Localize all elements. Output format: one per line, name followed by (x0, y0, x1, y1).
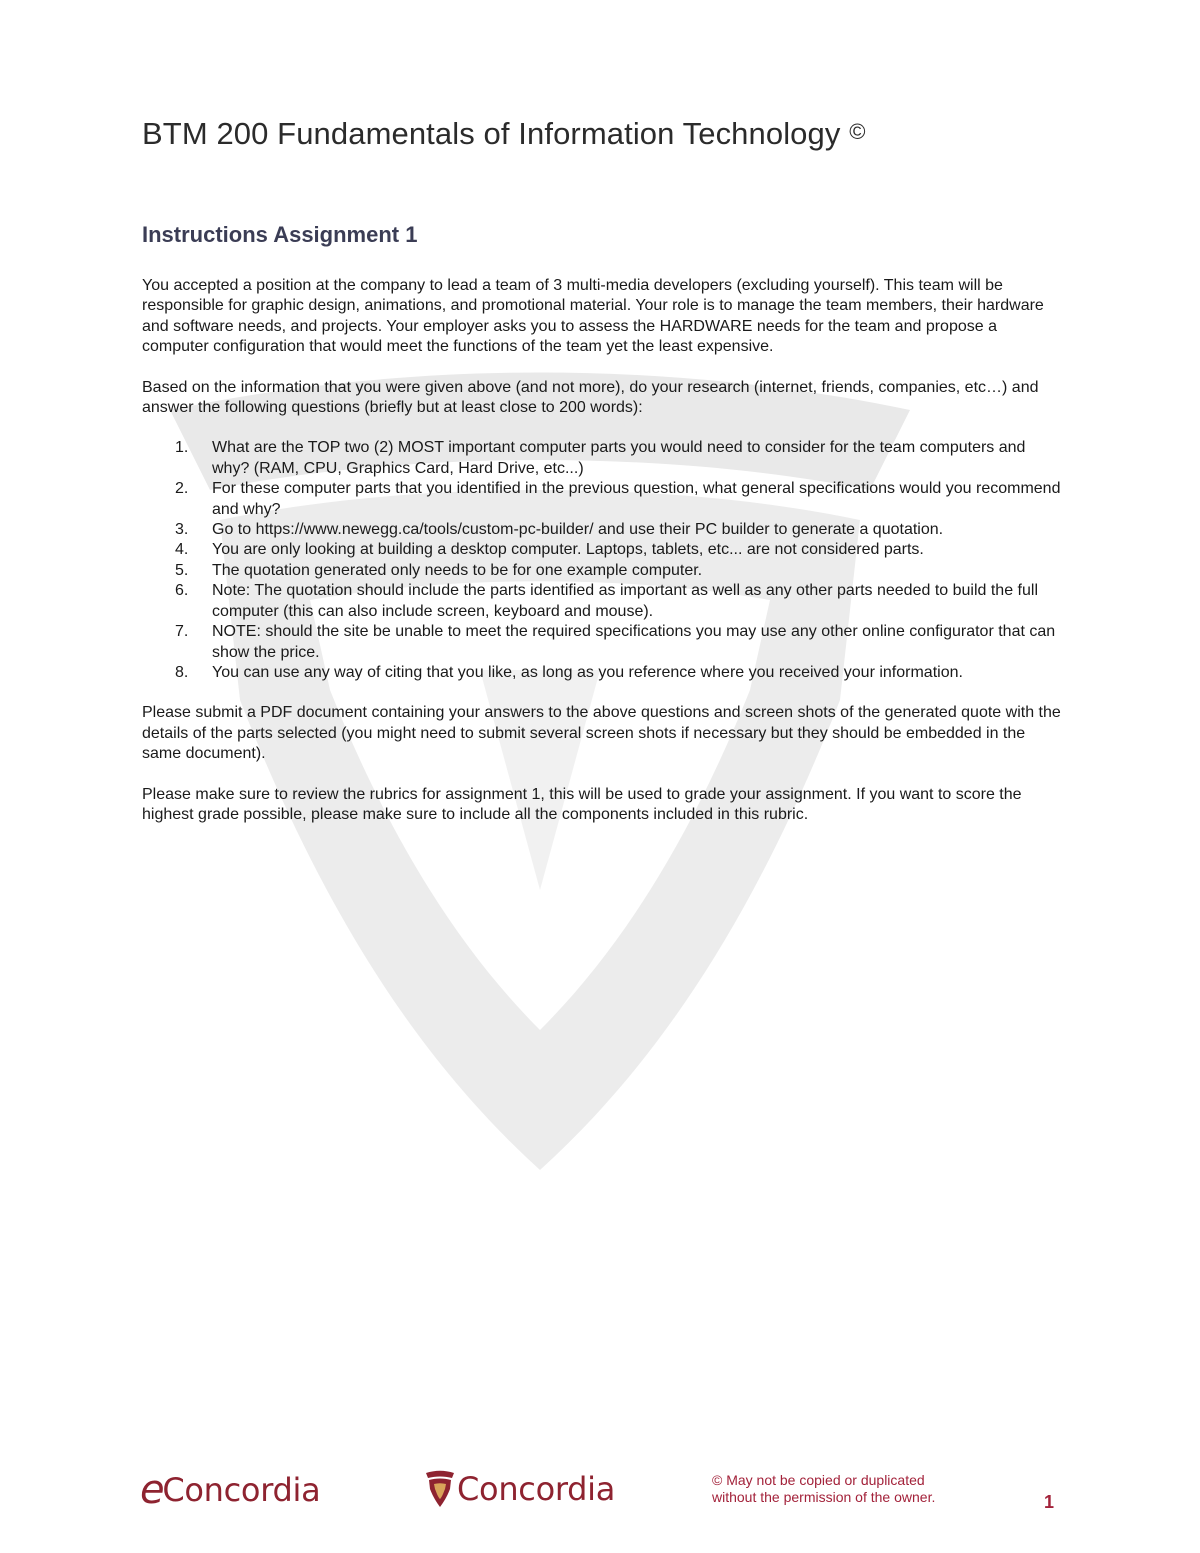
list-item-text: You can use any way of citing that you like, as long as you reference where you received your information. (212, 663, 963, 681)
page-title (142, 110, 1062, 156)
list-item-text: The quotation generated only needs to be for one example computer. (212, 561, 703, 579)
concordia-shield-logo-icon (425, 1470, 455, 1508)
list-item-text: Go to https://www.newegg.ca/tools/custom-pc-builder/ and use their PC builder to generate a quotation. (212, 521, 944, 539)
list-item (175, 663, 1062, 683)
list-item-number: 3. (175, 521, 189, 539)
list-item-number: 4. (175, 541, 189, 559)
list-item-number: 8. (175, 663, 189, 681)
list-item (175, 581, 1062, 622)
list-item (175, 520, 1062, 540)
copyright-notice (712, 1472, 935, 1506)
intro-paragraph: You accepted a position at the company to lead a team of 3 multi-media developers (excluding yourself). This team will be responsible for graphic design, animations, and promotional material. Your role is to manage the team members, their hardware and software needs, and projects. Your employer asks you to assess the HARDWARE needs for the team and propose a computer configuration that would meet the functions of the team yet the least expensive. (142, 277, 1044, 356)
document-body (142, 110, 1062, 825)
list-item-number: 7. (175, 623, 189, 641)
concordia-logo-text: Concordia (457, 1470, 616, 1508)
list-item-number: 6. (175, 582, 189, 600)
list-item (175, 540, 1062, 560)
title-copyright-symbol: © (849, 119, 866, 144)
list-item (175, 438, 1062, 479)
task-paragraph: Based on the information that you were given above (and not more), do your research (internet, friends, companies, etc…) and answer the following questions (briefly but at least close to 200 words): (142, 378, 1039, 417)
list-item-text: You are only looking at building a desktop computer. Laptops, tablets, etc... are not considered parts. (212, 541, 924, 559)
section-heading: Instructions Assignment 1 (142, 222, 418, 247)
econcordia-e-mark: e (140, 1467, 165, 1513)
list-item-text: For these computer parts that you identified in the previous question, what general specifications would you recommend and why? (212, 480, 1061, 518)
list-item-number: 1. (175, 439, 189, 457)
copyright-notice-line: without the permission of the owner. (712, 1489, 936, 1505)
concordia-logo (425, 1470, 615, 1508)
list-item-text: NOTE: should the site be unable to meet the required specifications you may use any other online configurator that can show the price. (212, 623, 1056, 661)
econcordia-logo-text: Concordia (162, 1471, 321, 1509)
list-item (175, 479, 1062, 520)
copyright-notice-line: © May not be copied or duplicated (712, 1472, 925, 1488)
list-item-number: 5. (175, 561, 189, 579)
page-number: 1 (1044, 1492, 1055, 1512)
rubric-paragraph: Please make sure to review the rubrics for assignment 1, this will be used to grade your assignment. If you want to score the highest grade possible, please make sure to include all the components included in this rubric. (142, 785, 1022, 823)
econcordia-logo (140, 1467, 321, 1513)
list-item (175, 622, 1062, 663)
list-item-text: What are the TOP two (2) MOST important computer parts you would need to consider for the team computers and why? (RAM, CPU, Graphics Card, Hard Drive, etc...) (212, 439, 1026, 477)
list-item-text: Note: The quotation should include the parts identified as important as well as any other parts needed to build the full computer (this can also include screen, keyboard and mouse). (212, 582, 1038, 620)
questions-list (142, 438, 1062, 683)
page-footer (140, 1466, 1070, 1526)
title-text: BTM 200 Fundamentals of Information Technology (142, 116, 841, 151)
list-item-number: 2. (175, 480, 189, 498)
submission-paragraph: Please submit a PDF document containing your answers to the above questions and screen shots of the generated quote with the details of the parts selected (you might need to submit several screen shots if necessary but they should be embedded in the same document). (142, 704, 1061, 763)
list-item (175, 561, 1062, 581)
